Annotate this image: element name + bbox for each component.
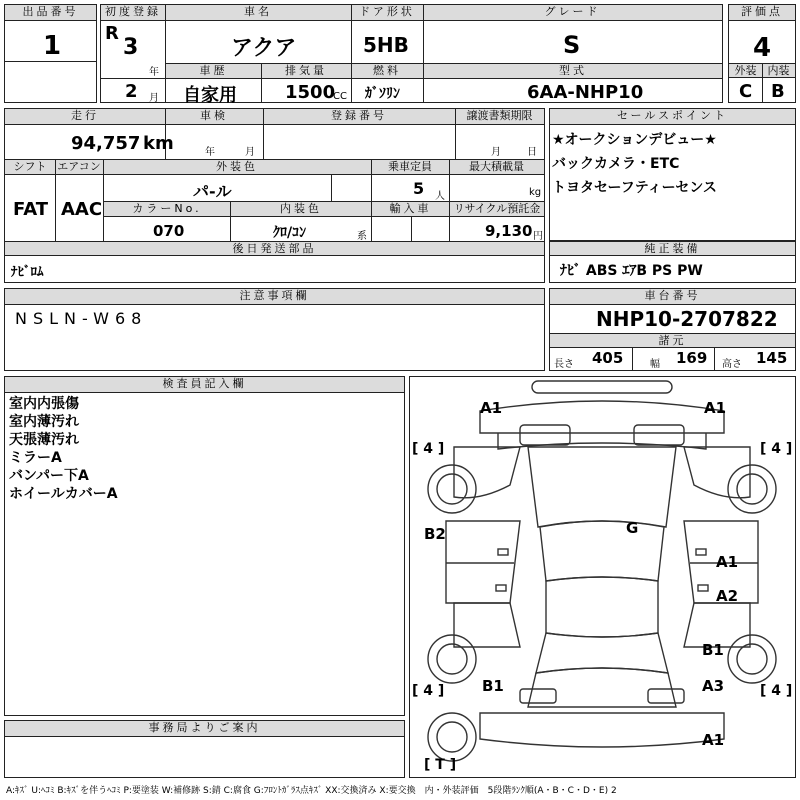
ext-rating: C xyxy=(739,81,753,102)
type-label: 型式 xyxy=(424,64,722,78)
sales-line-3: トヨタセーフティーセンス xyxy=(552,180,717,196)
ext-label: 外装 xyxy=(729,64,762,78)
color: パ-ル xyxy=(193,182,232,201)
length: 405 xyxy=(592,349,624,367)
office-box xyxy=(4,720,405,778)
month-unit: 月 xyxy=(149,93,159,104)
tire-front-left: [ 4 ] xyxy=(412,441,445,457)
inspector-line-6: ホイールカバーA xyxy=(9,486,118,502)
inspection-label: 車検 xyxy=(165,109,263,125)
mileage: 94,757 xyxy=(71,133,141,154)
int-color-unit: 系 xyxy=(357,231,367,242)
sales-points-box xyxy=(549,108,796,241)
fuel-label: 燃料 xyxy=(351,64,423,78)
color-no: 070 xyxy=(153,222,185,240)
reg-label: 初度登録 xyxy=(101,5,165,21)
mark-right-rear-door: A2 xyxy=(716,587,739,605)
capacity-label: 乗車定員 xyxy=(371,160,449,174)
tire-spare: [ T ] xyxy=(424,757,457,773)
equipment-box xyxy=(549,241,796,283)
score-label: 評価点 xyxy=(729,5,795,21)
mark-right-rear-fender: B1 xyxy=(702,641,724,659)
mark-left-front-door: B2 xyxy=(424,525,446,543)
notes: NSLN-W68 xyxy=(15,309,148,328)
color-label: 外装色 xyxy=(103,160,371,174)
mark-right-rear: A3 xyxy=(702,677,725,695)
capacity: 5 xyxy=(413,179,425,198)
grade-label: グレード xyxy=(423,5,722,21)
later-parts: ﾅﾋﾞﾛﾑ xyxy=(11,265,44,280)
legend: A:ｷｽﾞ U:ﾍｺﾐ B:ｷｽﾞを伴うﾍｺﾐ P:要塗装 W:補修跡 S:錆 C:腐食 G:ﾌﾛﾝﾄｶﾞﾗｽ点ｷｽﾞ XX:交換済み X:要交換 内・外装評価 5段階ﾗﾝｸ順(A・B・C・D・E) 2 xyxy=(6,786,617,796)
inspector-line-2: 室内薄汚れ xyxy=(9,414,79,430)
history-label: 車歴 xyxy=(166,64,261,78)
later-parts-label: 後日発送部品 xyxy=(5,242,544,256)
shift-label: シフト xyxy=(5,160,55,174)
car-diagram-box xyxy=(409,376,796,778)
sales-points-label: セールスポイント xyxy=(550,109,795,125)
width-label: 幅 xyxy=(650,359,660,370)
inspector-line-1: 室内内張傷 xyxy=(9,396,79,412)
mark-left-rear: B1 xyxy=(482,677,504,695)
door-type: 5HB xyxy=(363,33,409,57)
inspector-line-3: 天張薄汚れ xyxy=(9,432,79,448)
reg-year: 3 xyxy=(123,35,139,60)
chassis-number: NHP10-2707822 xyxy=(596,307,778,331)
history: 自家用 xyxy=(183,85,237,106)
int-rating: B xyxy=(771,81,785,102)
inspector-line-4: ミラーA xyxy=(9,450,62,466)
load-label: 最大積載量 xyxy=(449,160,544,174)
mileage-label: 走行 xyxy=(5,109,165,125)
tr-day: 日 xyxy=(527,147,537,158)
tire-front-right: [ 4 ] xyxy=(760,441,793,457)
score: 4 xyxy=(753,33,772,63)
lot-number-label: 出品番号 xyxy=(5,5,96,21)
ins-year: 年 xyxy=(205,147,215,158)
chassis-label: 車台番号 xyxy=(550,289,795,305)
width: 169 xyxy=(676,349,708,367)
cc-label: 排気量 xyxy=(261,64,351,78)
office-label: 事務局よりご案内 xyxy=(5,721,404,737)
mark-windshield: G xyxy=(626,519,639,537)
inspector-label: 検査員記入欄 xyxy=(5,377,404,393)
int-color: ｸﾛ/ｺﾝ xyxy=(273,225,307,241)
mark-front-right: A1 xyxy=(704,399,727,417)
notes-box xyxy=(4,288,545,371)
reg-month: 2 xyxy=(125,81,138,102)
color-no-label: カラーNo. xyxy=(104,202,230,216)
int-color-label: 内装色 xyxy=(231,202,371,216)
int-label: 内装 xyxy=(762,64,795,78)
inspector-box xyxy=(4,376,405,716)
shift: FAT xyxy=(13,199,49,220)
dims-label: 諸元 xyxy=(550,334,795,348)
sales-line-1: ★オークションデビュー★ xyxy=(552,132,717,148)
equipment-label: 純正装備 xyxy=(550,242,795,256)
recycle-unit: 円 xyxy=(533,231,543,242)
recycle: 9,130 xyxy=(485,222,533,240)
height-label: 高さ xyxy=(722,359,742,370)
mileage-unit: km xyxy=(143,133,174,154)
lot-number: 1 xyxy=(43,31,62,61)
sales-line-2: バックカメラ・ETC xyxy=(552,156,680,172)
tire-rear-left: [ 4 ] xyxy=(412,683,445,699)
length-label: 長さ xyxy=(554,359,574,370)
recycle-label: リサイクル預託金 xyxy=(450,202,544,216)
year-unit: 年 xyxy=(149,67,159,78)
model-type: 6AA-NHP10 xyxy=(527,82,644,103)
lot-number-box xyxy=(4,4,97,103)
grade: S xyxy=(563,31,581,59)
tr-month: 月 xyxy=(491,147,501,158)
transfer-label: 譲渡書類期限 xyxy=(455,109,544,125)
load-unit: kg xyxy=(529,187,542,198)
mark-right-door: A1 xyxy=(716,553,739,571)
inspector-line-5: バンパー下A xyxy=(9,468,89,484)
notes-label: 注意事項欄 xyxy=(5,289,544,305)
vehicle-info-box xyxy=(100,4,723,106)
chassis-box xyxy=(549,288,796,371)
capacity-unit: 人 xyxy=(435,191,445,202)
model-name: アクア xyxy=(231,36,297,61)
fuel: ｶﾞｿﾘﾝ xyxy=(365,86,400,102)
tire-rear-right: [ 4 ] xyxy=(760,683,793,699)
equipment: ﾅﾋﾞ ABS ｴｱB PS PW xyxy=(560,263,703,279)
era: R xyxy=(105,23,119,44)
height: 145 xyxy=(756,349,788,367)
import-label: 輸入車 xyxy=(372,202,449,216)
car-diagram xyxy=(410,377,795,777)
cc-unit: CC xyxy=(333,91,347,102)
model-name-label: 車名 xyxy=(165,5,351,21)
regno-label: 登録番号 xyxy=(263,109,455,125)
mark-front-left: A1 xyxy=(480,399,503,417)
cc: 1500 xyxy=(285,82,336,103)
ins-month: 月 xyxy=(245,147,255,158)
mark-rear-bumper: A1 xyxy=(702,731,725,749)
ac-label: エアコン xyxy=(55,160,103,174)
ac: AAC xyxy=(61,199,103,220)
details-box xyxy=(4,108,545,283)
score-box xyxy=(728,4,796,103)
door-label: ドア形状 xyxy=(351,5,423,21)
